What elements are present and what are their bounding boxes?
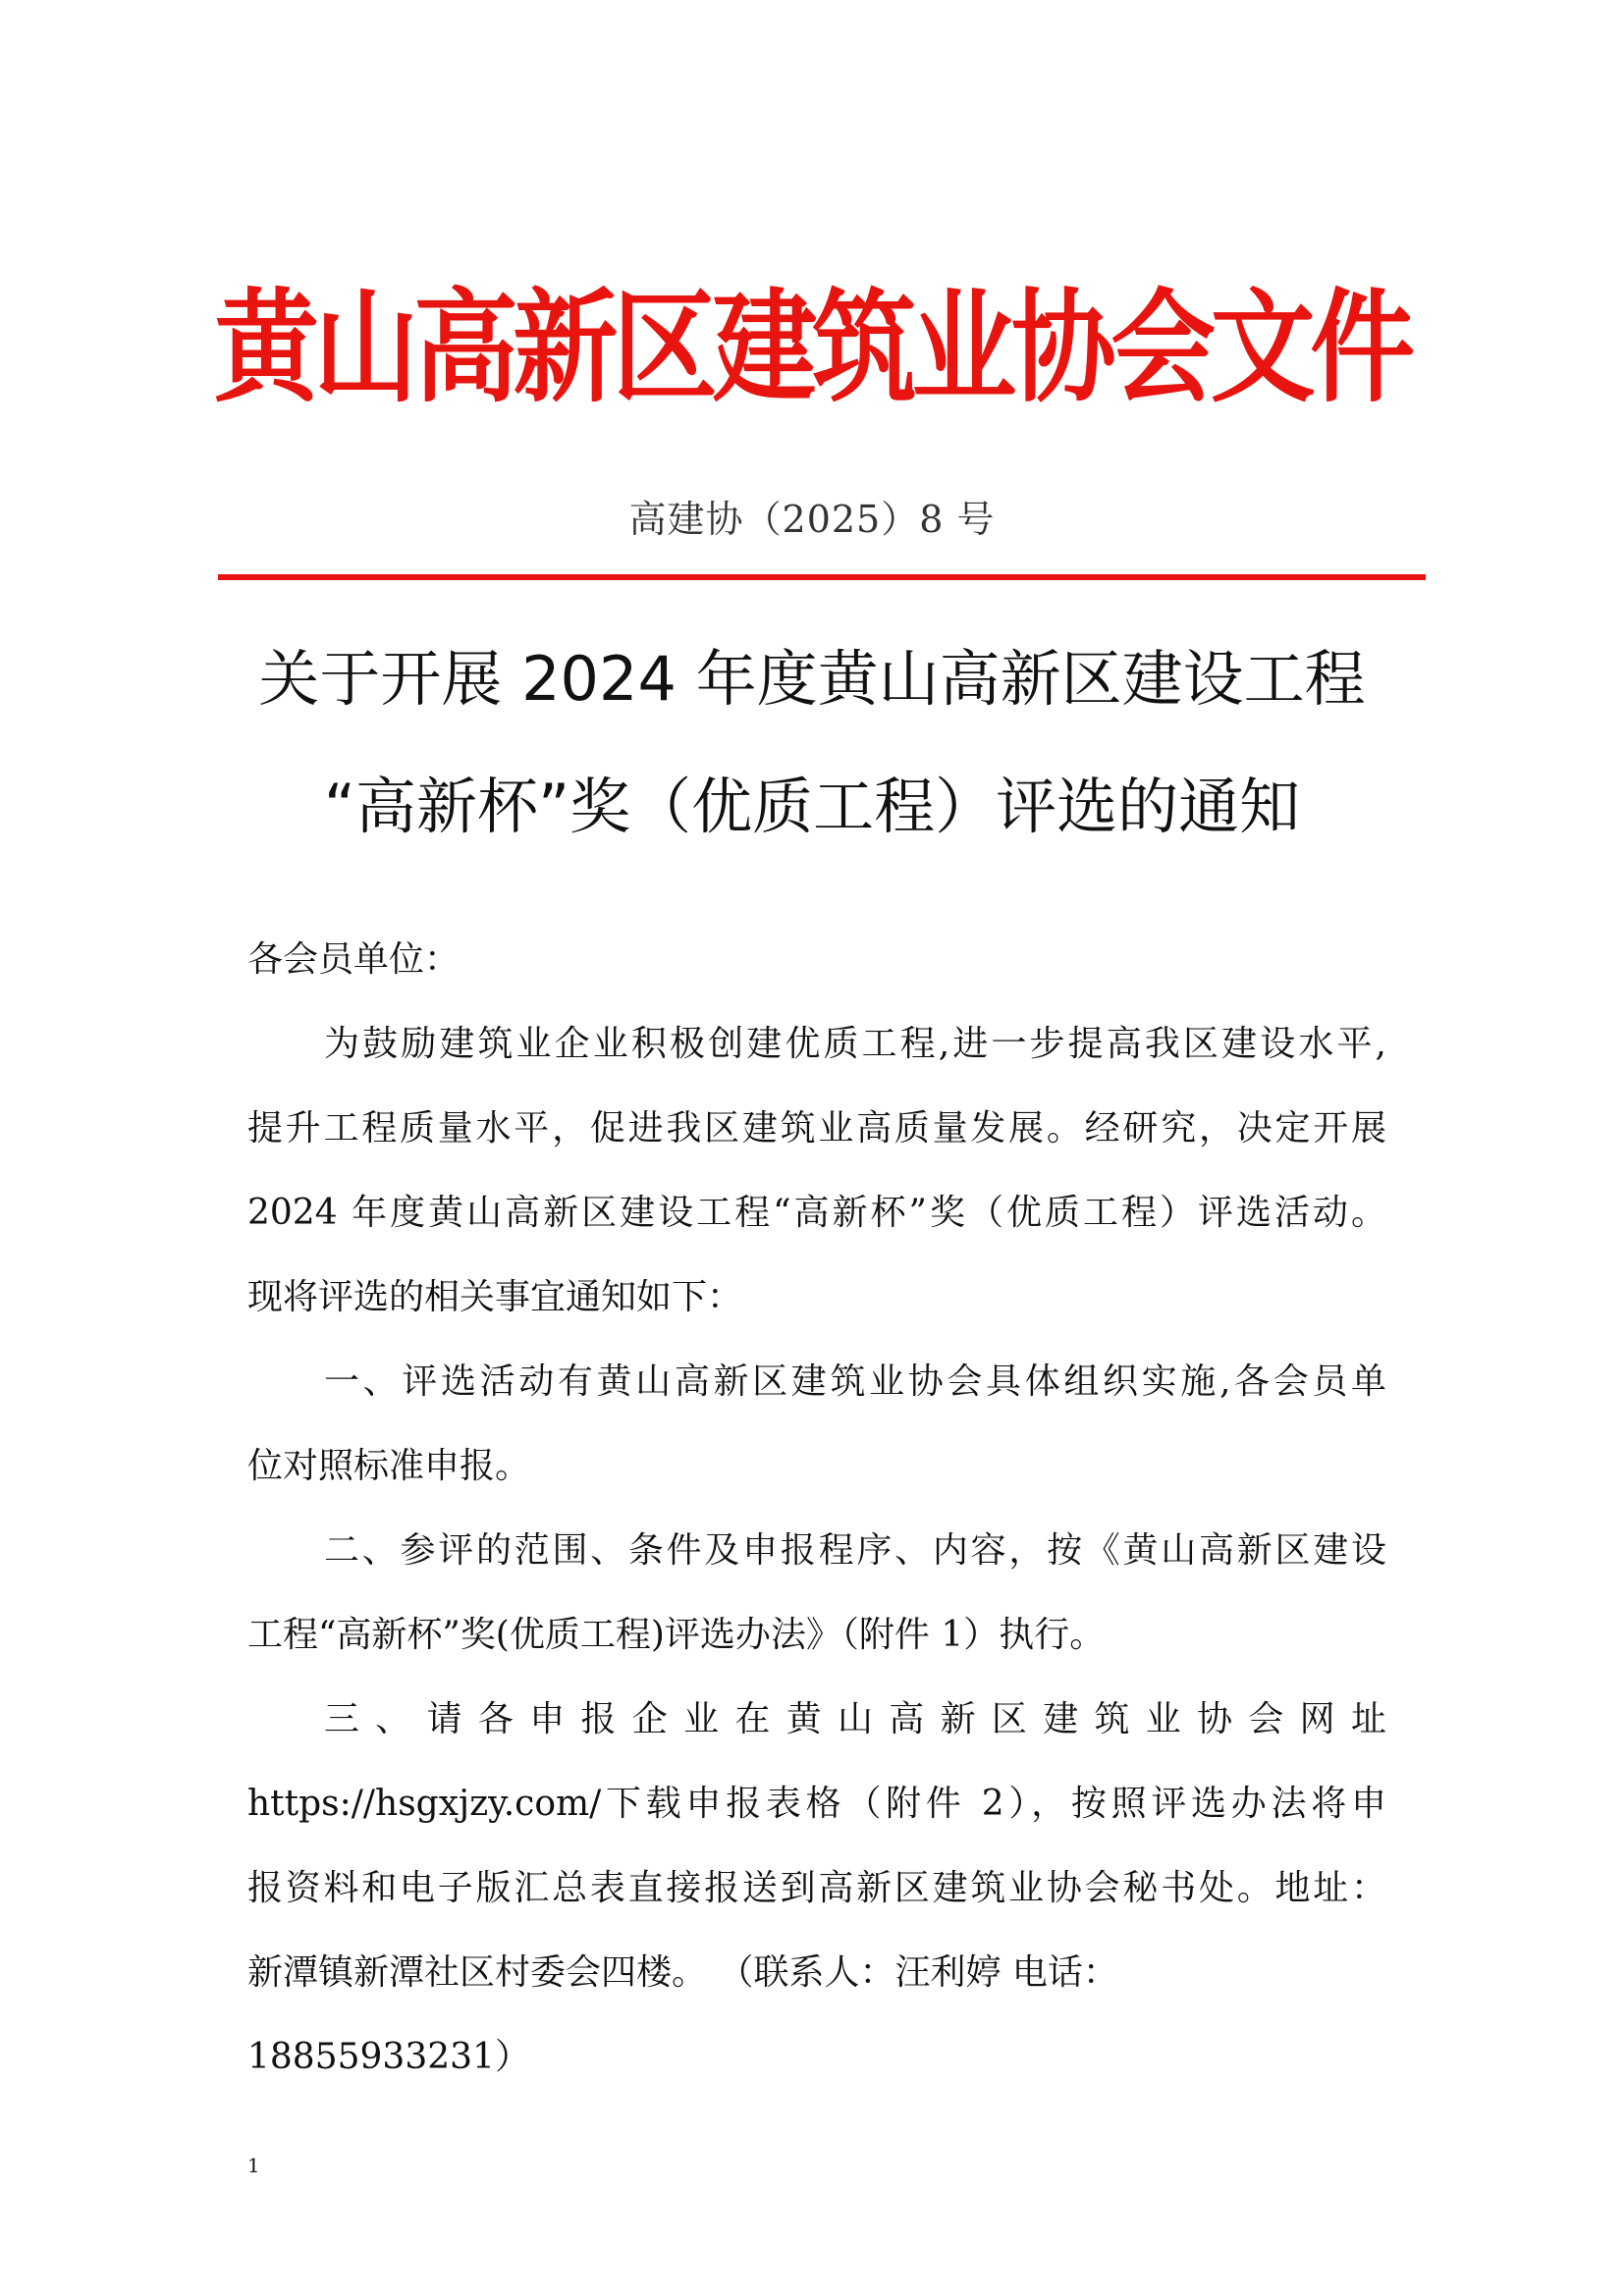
body-line-13: 18855933231）: [247, 2037, 530, 2077]
body-line-5: 一、评选活动有黄山高新区建筑业协会具体组织实施,各会员单: [324, 1362, 1386, 1402]
body-line-9: 三、请各申报企业在黄山高新区建筑业协会网址: [324, 1699, 1386, 1739]
body-line-3: 2024 年度黄山高新区建设工程“高新杯”奖（优质工程）评选活动。: [247, 1193, 1386, 1233]
salutation: 各会员单位：: [247, 939, 460, 980]
body-line-8: 工程“高新杯”奖(优质工程)评选办法》（附件 1）执行。: [247, 1615, 1106, 1655]
document-number: 高建协（2025）8 号: [628, 498, 996, 541]
body-line-10: https://hsgxjzy.com/下载申报表格（附件 2），按照评选办法将申: [247, 1784, 1386, 1824]
body-line-1: 为鼓励建筑业企业积极创建优质工程,进一步提高我区建设水平,: [324, 1024, 1386, 1064]
notice-title-line-1: 关于开展 2024 年度黄山高新区建设工程: [258, 643, 1366, 715]
body-line-7: 二、参评的范围、条件及申报程序、内容，按《黄山高新区建设: [324, 1530, 1386, 1571]
body-line-4: 现将评选的相关事宜通知如下：: [247, 1277, 743, 1317]
body-line-11: 报资料和电子版汇总表直接报送到高新区建筑业协会秘书处。地址：: [247, 1868, 1386, 1908]
body-line-6: 位对照标准申报。: [247, 1446, 531, 1486]
page-number: 1: [247, 2154, 260, 2177]
organization-header-title: 黄山高新区建筑业协会文件: [214, 277, 1410, 419]
notice-title-line-2: “高新杯”奖（优质工程）评选的通知: [323, 771, 1301, 842]
body-line-2: 提升工程质量水平，促进我区建筑业高质量发展。经研究，决定开展: [247, 1108, 1386, 1148]
red-divider-line: [218, 574, 1426, 580]
body-line-12: 新潭镇新潭社区村委会四楼。 （联系人：汪利婷 电话：: [247, 1952, 1118, 1993]
